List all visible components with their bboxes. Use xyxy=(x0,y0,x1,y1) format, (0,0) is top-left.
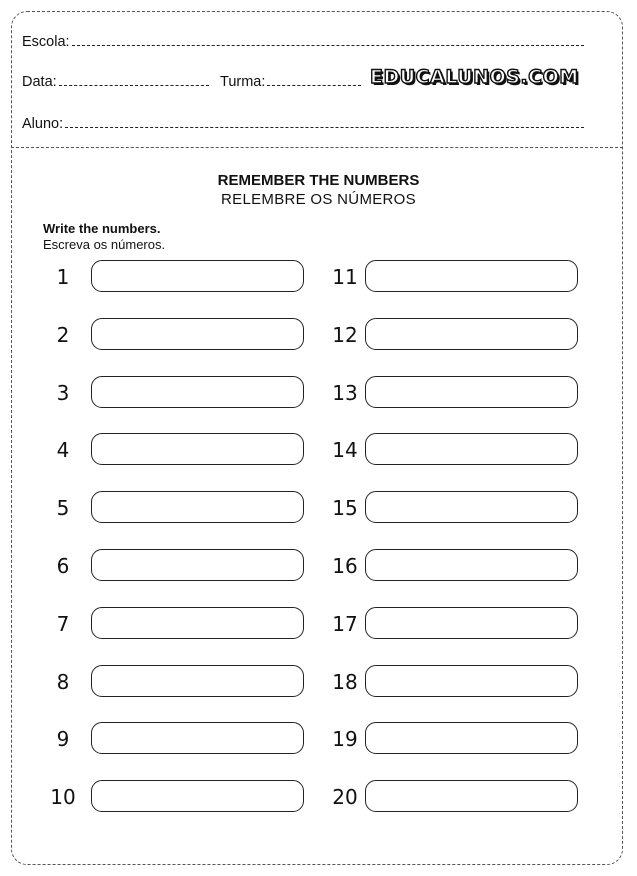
answer-box[interactable] xyxy=(91,260,304,292)
number-row xyxy=(43,549,313,583)
number-label: 16 xyxy=(332,554,358,578)
answer-box[interactable] xyxy=(91,549,304,581)
number-row xyxy=(43,260,313,294)
aluno-field xyxy=(22,116,584,132)
answer-box[interactable] xyxy=(365,607,578,639)
number-label: 14 xyxy=(332,438,358,462)
number-row xyxy=(43,376,313,410)
educalunos-logo: EDUCALUNOS.COM xyxy=(370,66,579,88)
escola-label: Escola: xyxy=(22,34,70,50)
number-row xyxy=(43,491,313,525)
instruction-english: Write the numbers. xyxy=(43,221,161,236)
title-portuguese: RELEMBRE OS NÚMEROS xyxy=(221,191,416,208)
number-row xyxy=(325,665,595,699)
number-row xyxy=(325,549,595,583)
number-label: 19 xyxy=(332,727,358,751)
number-row xyxy=(325,722,595,756)
header-divider xyxy=(11,147,623,148)
answer-box[interactable] xyxy=(91,376,304,408)
number-label: 15 xyxy=(332,496,358,520)
number-label: 7 xyxy=(56,612,70,636)
answer-box[interactable] xyxy=(365,491,578,523)
answer-box[interactable] xyxy=(365,722,578,754)
number-row xyxy=(325,318,595,352)
number-row xyxy=(43,318,313,352)
number-label: 3 xyxy=(56,381,70,405)
number-label: 11 xyxy=(332,265,358,289)
number-row xyxy=(43,433,313,467)
answer-box[interactable] xyxy=(91,607,304,639)
answer-box[interactable] xyxy=(365,780,578,812)
instruction-portuguese: Escreva os números. xyxy=(43,237,166,252)
number-label: 5 xyxy=(56,496,70,520)
answer-box[interactable] xyxy=(91,491,304,523)
answer-box[interactable] xyxy=(365,665,578,697)
aluno-line[interactable] xyxy=(65,116,584,128)
number-row xyxy=(325,376,595,410)
answer-box[interactable] xyxy=(365,549,578,581)
title-english: REMEMBER THE NUMBERS xyxy=(217,172,420,189)
number-label: 6 xyxy=(56,554,70,578)
answer-box[interactable] xyxy=(91,780,304,812)
escola-field xyxy=(22,34,584,50)
number-row xyxy=(325,607,595,641)
number-label: 20 xyxy=(332,785,358,809)
aluno-label: Aluno: xyxy=(22,116,64,132)
number-row xyxy=(325,433,595,467)
answer-box[interactable] xyxy=(365,260,578,292)
number-row xyxy=(325,491,595,525)
data-field xyxy=(22,74,209,90)
number-label: 18 xyxy=(332,670,358,694)
answer-box[interactable] xyxy=(365,433,578,465)
data-label: Data: xyxy=(22,74,57,90)
answer-box[interactable] xyxy=(91,318,304,350)
turma-line[interactable] xyxy=(267,74,361,86)
number-row xyxy=(43,780,313,814)
number-label: 2 xyxy=(56,323,70,347)
number-row xyxy=(43,607,313,641)
number-label: 8 xyxy=(56,670,70,694)
turma-field xyxy=(220,74,361,90)
answer-box[interactable] xyxy=(91,433,304,465)
number-label: 9 xyxy=(56,727,70,751)
answer-box[interactable] xyxy=(91,665,304,697)
number-label: 17 xyxy=(332,612,358,636)
number-row xyxy=(325,260,595,294)
number-row xyxy=(325,780,595,814)
escola-line[interactable] xyxy=(72,34,584,46)
number-label: 10 xyxy=(50,785,76,809)
number-row xyxy=(43,665,313,699)
number-label: 12 xyxy=(332,323,358,347)
answer-box[interactable] xyxy=(365,318,578,350)
data-line[interactable] xyxy=(59,74,209,86)
number-label: 13 xyxy=(332,381,358,405)
answer-box[interactable] xyxy=(91,722,304,754)
number-label: 1 xyxy=(56,265,70,289)
number-row xyxy=(43,722,313,756)
turma-label: Turma: xyxy=(220,74,266,90)
number-label: 4 xyxy=(56,438,70,462)
answer-box[interactable] xyxy=(365,376,578,408)
